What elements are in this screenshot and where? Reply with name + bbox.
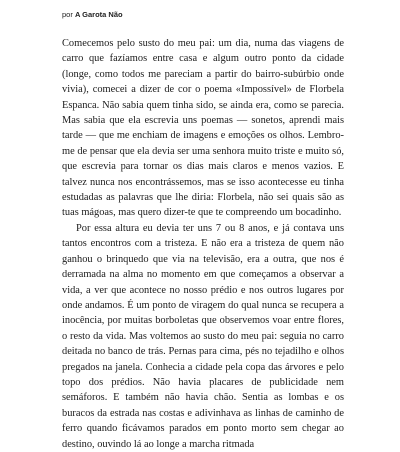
running-head-prefix: por	[62, 10, 73, 19]
paragraph-2: Por essa altura eu devia ter uns 7 ou 8 anos, e já contava uns tantos encontros com a tristeza. E não era a tristeza de quem não ganhou o brinquedo que via na televisão, era a outra, que nos é derramada na alma no momento em que começamos a observar a vida, a ver que acontece no nosso prédio e nos outros lugares por onde andamos. É um ponto de viragem do qual nunca se recupera a inocência, por muitas borboletas que observemos voar entre flores, o resto da vida. Mas voltemos ao susto do meu pai: seguia no carro deitada no banco de trás. Pernas para cima, pés no tejadilho e olhos pregados na janela. Conhecia a cidade pela copa das árvores e pelo topo dos prédios. Não havia placares de publicidade nem semáforos. E também não havia chão. Sentia as lombas e os buracos da estrada nas costas e adivinhava as linhas de caminho de ferro quando ficávamos parados em ponto morto sem chegar ao destino, ouvindo lá ao longe a marcha ritmada	[62, 222, 344, 450]
running-head	[62, 10, 123, 19]
running-head-author: A Garota Não	[74, 10, 123, 19]
paragraph-1: Comecemos pelo susto do meu pai: um dia, numa das viagens de carro que fazíamos entre casa e algum outro ponto da cidade (longe, como todos me pareciam a partir do bairro-subúrbio onde vivia), comecei a dizer de cor o poema «Impossível» de Florbela Espanca. Não sabia quem tinha sido, se ainda era, como se parecia. Mas sabia que ela escrevia uns poemas — sonetos, aprendi mais tarde — que me enchiam de imagens e emoções os olhos. Lembro-me de pensar que ela devia ser uma senhora muito triste e muito só, que escrevia para tornar os dias mais claros e menos vazios. E talvez nunca nos encontrássemos, mas se isso acontecesse eu tinha estudadas as palavras que lhe diria: Florbela, não sei quais são as tuas mágoas, mas quero dizer-te que te compreendo um bocadinho.	[62, 38, 344, 219]
body-text	[62, 36, 344, 452]
